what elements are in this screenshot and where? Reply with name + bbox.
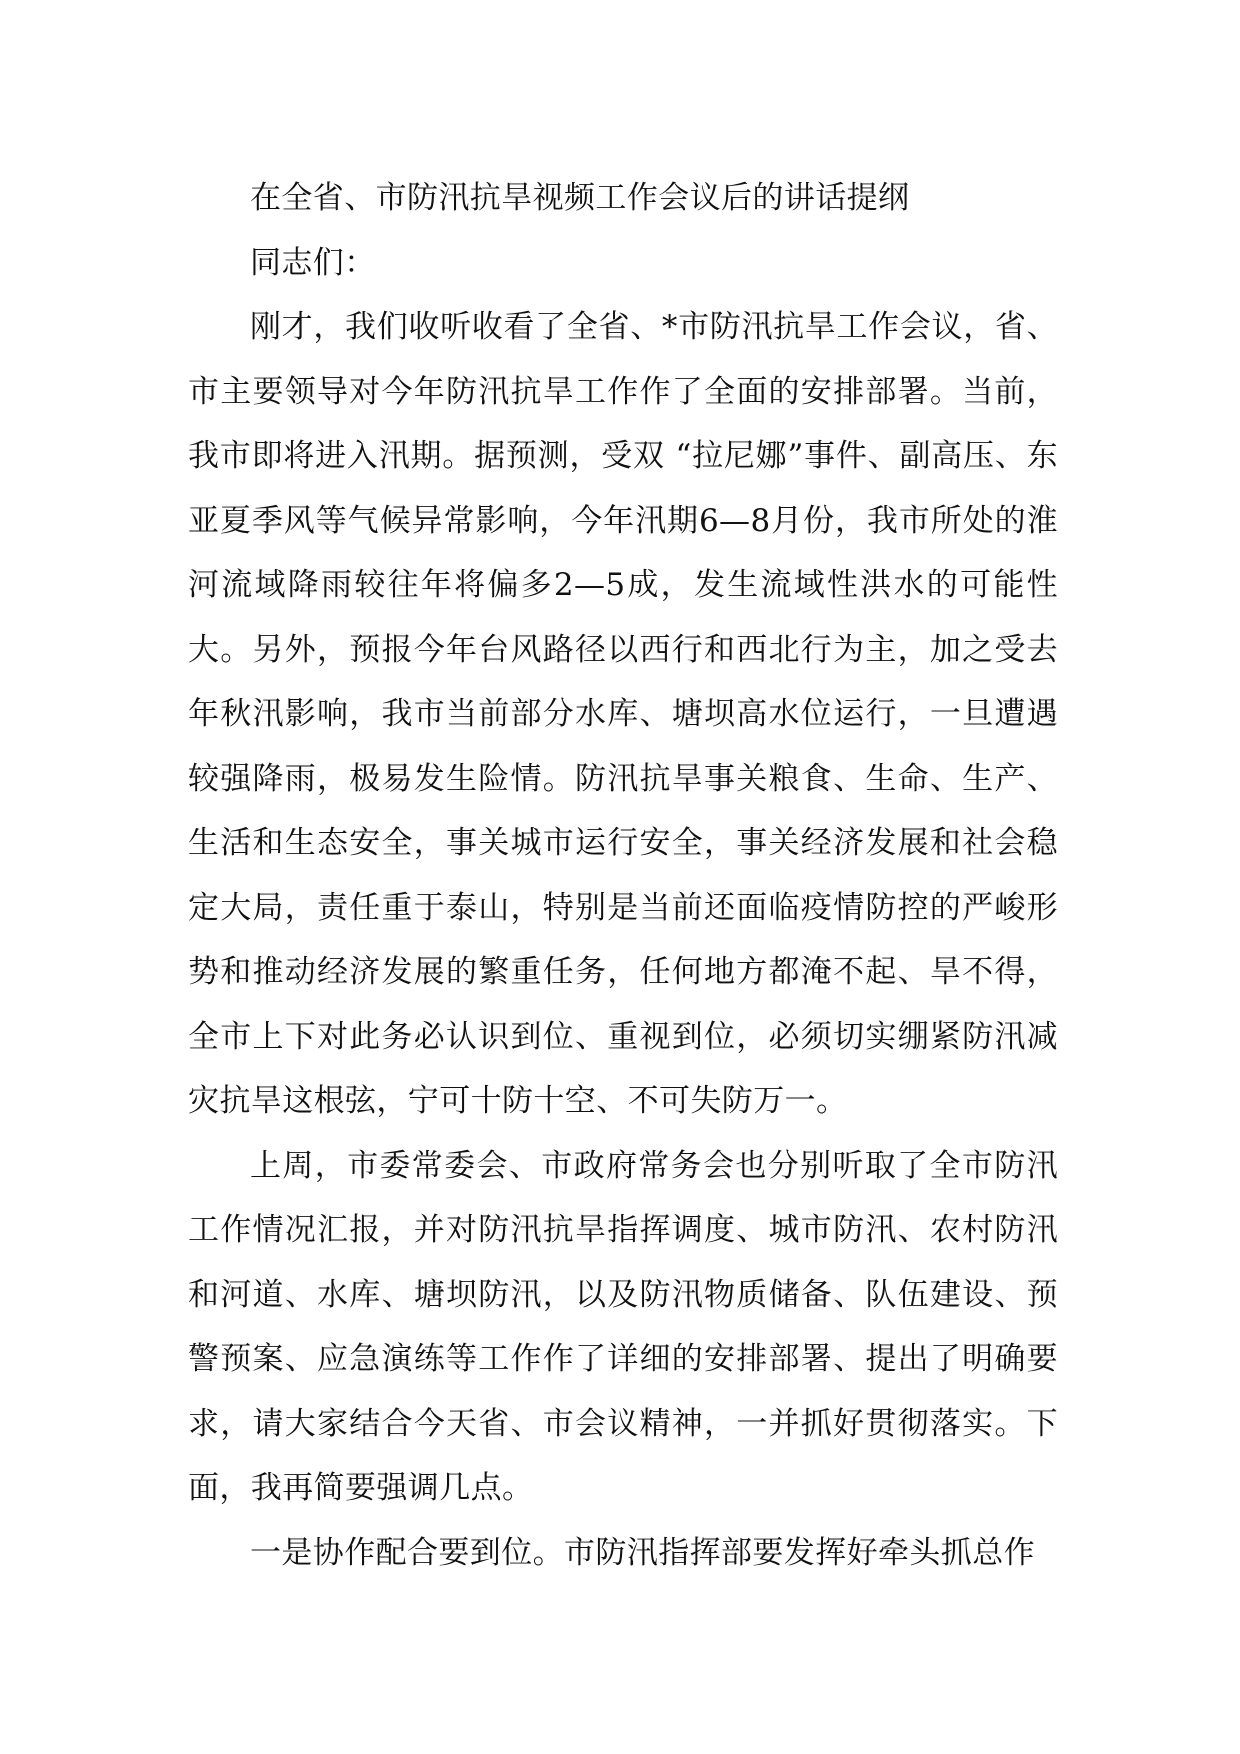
paragraph-situation: 刚才，我们收听收看了全省、*市防汛抗旱工作会议，省、市主要领导对今年防汛抗旱工作作了全面的安排部署。当前，我市即将进入汛期。据预测，受双 “拉尼娜”事件、副高压、东亚夏季风等气候异常影响，今年汛期6—8月份，我市所处的淮河流域降雨较往年将偏多2—5成，发生流域性洪水的可能性大。另外，预报今年台风路径以西行和西北行为主，加之受去年秋汛影响，我市当前部分水库、塘坝高水位运行，一旦遭遇较强降雨，极易发生险情。防汛抗旱事关粮食、生命、生产、生活和生态安全，事关城市运行安全，事关经济发展和社会稳定大局，责任重于泰山，特别是当前还面临疫情防控的严峻形势和推动经济发展的繁重任务，任何地方都淹不起、旱不得，全市上下对此务必认识到位、重视到位，必须切实绷紧防汛减灾抗旱这根弦，宁可十防十空、不可失防万一。 [188,309,1058,1119]
paragraph-last-week: 上周，市委常委会、市政府常务会也分别听取了全市防汛工作情况汇报，并对防汛抗旱指挥调度、城市防汛、农村防汛和河道、水库、塘坝防汛，以及防汛物质储备、队伍建设、预警预案、应急演练等工作作了详细的安排部署、提出了明确要求，请大家结合今天省、市会议精神，一并抓好贯彻落实。下面，我再简要强调几点。 [188,1147,1058,1506]
document-body [188,166,1058,1585]
document-title: 在全省、市防汛抗旱视频工作会议后的讲话提纲 [250,180,910,216]
paragraph-point-one: 一是协作配合要到位。市防汛指挥部要发挥好牵头抓总作 [250,1534,1035,1571]
salutation: 同志们： [250,244,376,281]
